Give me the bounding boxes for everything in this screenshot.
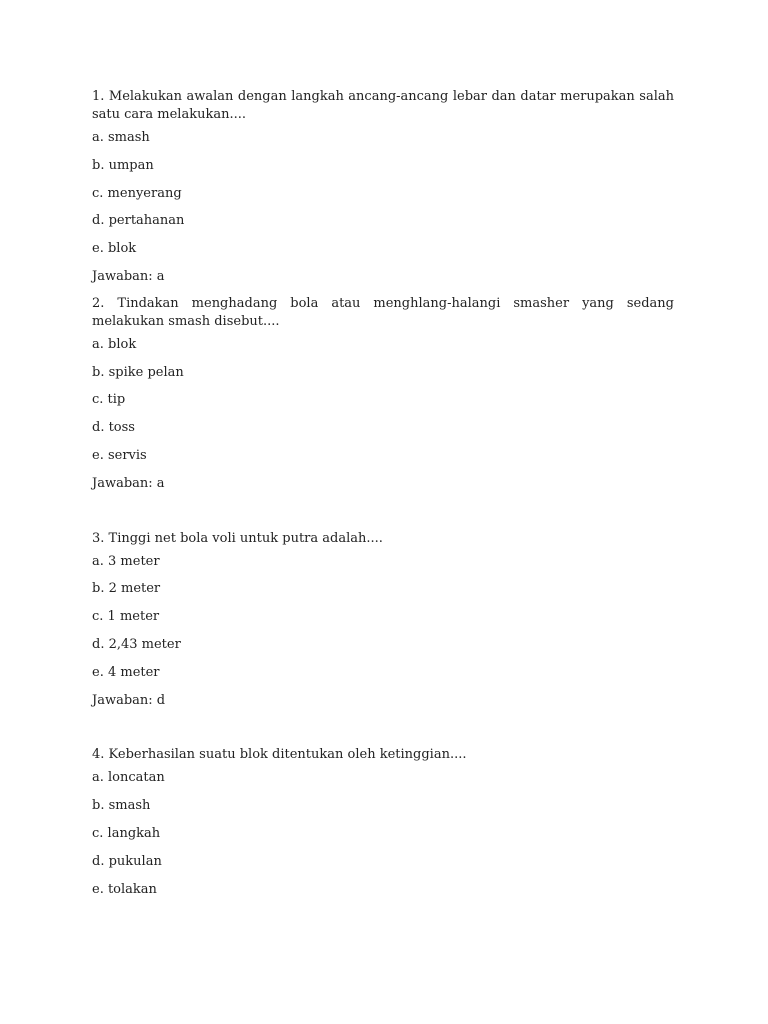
answer-option-c: c. langkah bbox=[92, 825, 161, 841]
answer-option-b: b. umpan bbox=[92, 157, 154, 173]
answer-option-b: b. spike pelan bbox=[92, 364, 184, 380]
question-text: 1. Melakukan awalan dengan langkah ancang-ancang lebar dan datar merupakan salah satu cara melakukan.... bbox=[92, 89, 674, 122]
answer-option-c: c. tip bbox=[92, 392, 126, 408]
answer-option-a: a. blok bbox=[92, 336, 137, 352]
answer-key: Jawaban: a bbox=[92, 268, 165, 284]
answer-option-d: d. pertahanan bbox=[92, 213, 185, 229]
question-block-3 bbox=[92, 530, 674, 719]
question-text: 3. Tinggi net bola voli untuk putra adalah.... bbox=[92, 530, 383, 546]
spacer bbox=[92, 718, 674, 746]
answer-option-b: b. 2 meter bbox=[92, 581, 161, 597]
answer-option-e: e. blok bbox=[92, 241, 137, 257]
spacer bbox=[92, 502, 674, 530]
question-text: 2. Tindakan menghadang bola atau menghlang-halangi smasher yang sedang melakukan smash disebut.... bbox=[92, 295, 674, 329]
question-block-2 bbox=[92, 295, 674, 502]
answer-key: Jawaban: a bbox=[92, 475, 165, 491]
answer-option-c: c. 1 meter bbox=[92, 609, 160, 625]
answer-option-c: c. menyerang bbox=[92, 185, 182, 201]
answer-option-e: e. tolakan bbox=[92, 881, 157, 897]
question-text: 4. Keberhasilan suatu blok ditentukan oleh ketinggian.... bbox=[92, 747, 467, 763]
answer-option-b: b. smash bbox=[92, 798, 151, 814]
answer-option-d: d. toss bbox=[92, 420, 135, 436]
question-block-4 bbox=[92, 746, 674, 907]
answer-option-d: d. pukulan bbox=[92, 853, 162, 869]
document-page bbox=[92, 88, 674, 907]
answer-key: Jawaban: d bbox=[92, 692, 166, 708]
answer-option-a: a. loncatan bbox=[92, 770, 165, 786]
answer-option-d: d. 2,43 meter bbox=[92, 636, 181, 652]
question-block-1 bbox=[92, 88, 674, 295]
answer-option-a: a. smash bbox=[92, 130, 150, 145]
answer-option-a: a. 3 meter bbox=[92, 553, 160, 569]
answer-option-e: e. 4 meter bbox=[92, 664, 160, 680]
answer-option-e: e. servis bbox=[92, 447, 147, 463]
